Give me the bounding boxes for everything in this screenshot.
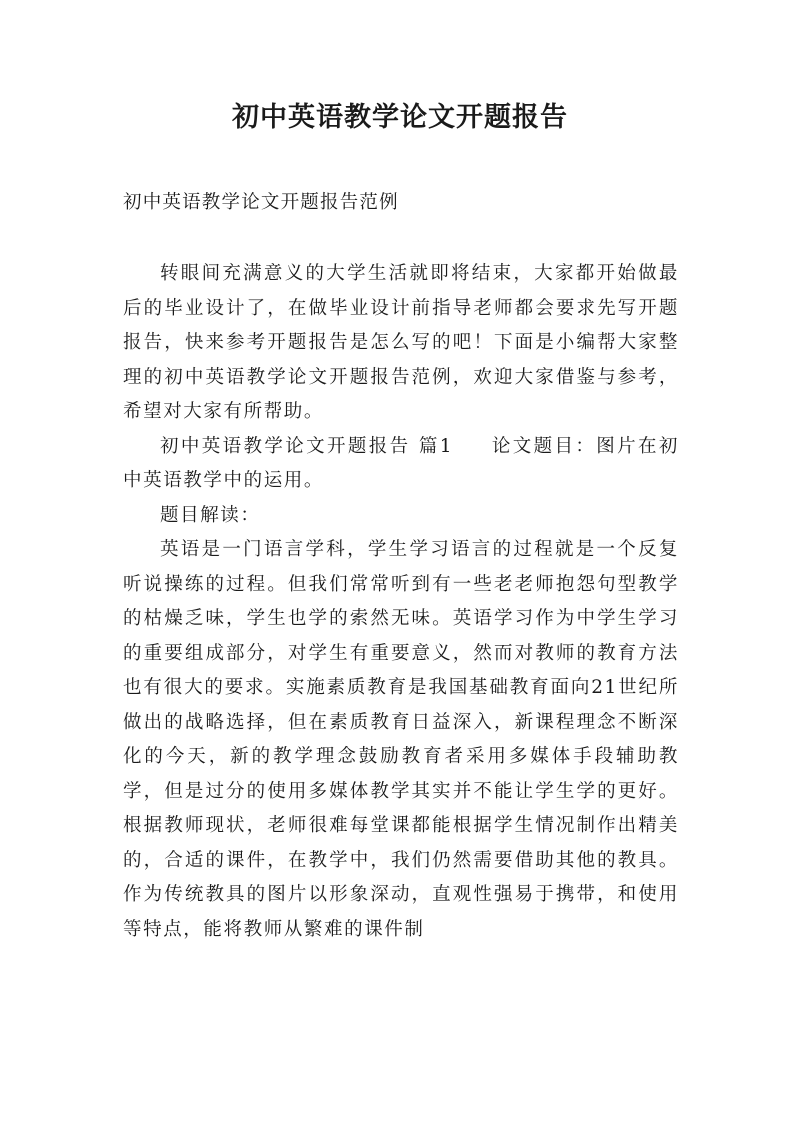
intro-paragraph: 转眼间充满意义的大学生活就即将结束，大家都开始做最后的毕业设计了，在做毕业设计前指导老师都会要求先写开题报告，快来参考开题报告是怎么写的吧！下面是小编帮大家整理的初中英语教学论文开题报告范例，欢迎大家借鉴与参考，希望对大家有所帮助。 — [123, 263, 679, 422]
interpretation-heading: 题目解读： — [160, 504, 261, 526]
document-body — [123, 257, 679, 947]
document-title: 初中英语教学论文开题报告 — [232, 102, 568, 133]
document-subtitle: 初中英语教学论文开题报告范例 — [123, 192, 399, 213]
part-paragraph — [123, 430, 679, 499]
main-paragraph: 英语是一门语言学科，学生学习语言的过程就是一个反复听说操练的过程。但我们常常听到有一些老老师抱怨句型教学的枯燥乏味，学生也学的索然无味。英语学习作为中学生学习的重要组成部分，对学生有重要意义，然而对教师的教育方法也有很大的要求。实施素质教育是我国基础教育面向21世纪所做出的战略选择，但在素质教育日益深入，新课程理念不断深化的今天，新的教学理念鼓励教育者采用多媒体手段辅助教学，但是过分的使用多媒体教学其实并不能让学生学的更好。根据教师现状，老师很难每堂课都能根据学生情况制作出精美的，合适的课件，在教学中，我们仍然需要借助其他的教具。作为传统教具的图片以形象深动，直观性强易于携带，和使用等特点，能将教师从繁难的课件制 — [123, 539, 679, 940]
part-label: 初中英语教学论文开题报告 篇1 — [160, 435, 454, 457]
topic-text: 论文题目：图片在初中英语教学中的运用。 — [123, 435, 679, 491]
